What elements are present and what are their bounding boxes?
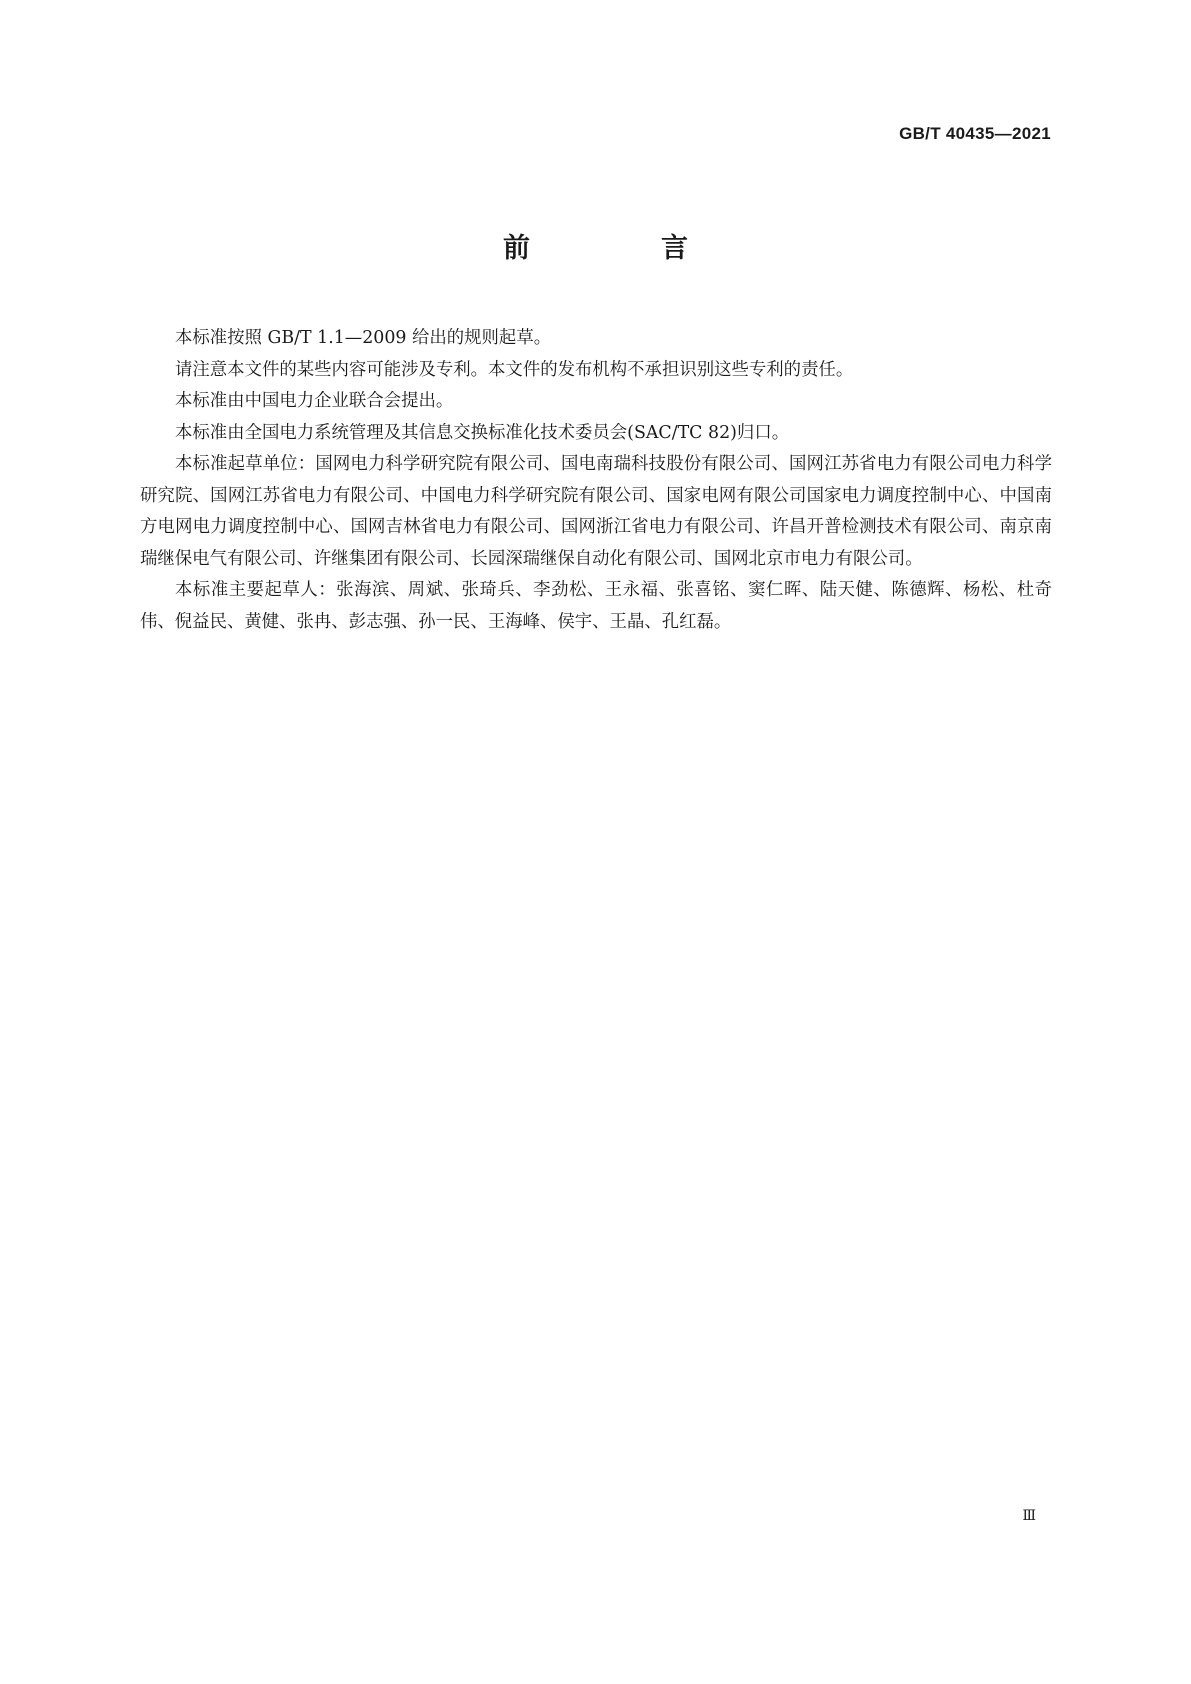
paragraph-drafting-rules: 本标准按照 GB/T 1.1—2009 给出的规则起草。: [175, 328, 552, 348]
paragraph-technical-committee: 本标准由全国电力系统管理及其信息交换标准化技术委员会(SAC/TC 82)归口。: [175, 422, 790, 443]
paragraph-patent-notice: 请注意本文件的某些内容可能涉及专利。本文件的发布机构不承担识别这些专利的责任。: [175, 359, 854, 380]
paragraph-drafting-organizations: 本标准起草单位：国网电力科学研究院有限公司、国电南瑞科技股份有限公司、国网江苏省电力有限公司电力科学研究院、国网江苏省电力有限公司、中国电力科学研究院有限公司、国家电网有限公司国家电力调度控制中心、中国南方电网电力调度控制中心、国网吉林省电力有限公司、国网浙江省电力有限公司、许昌开普检测技术有限公司、南京南瑞继保电气有限公司、许继集团有限公司、长园深瑞继保自动化有限公司、国网北京市电力有限公司。: [140, 454, 1052, 569]
page-number: Ⅲ: [1022, 1509, 1036, 1524]
foreword-body: [140, 323, 1052, 638]
paragraph-drafters: 本标准主要起草人：张海滨、周斌、张琦兵、李劲松、王永福、张喜铭、窦仁晖、陆天健、陈德辉、杨松、杜奇伟、倪益民、黄健、张冉、彭志强、孙一民、王海峰、侯宇、王晶、孔红磊。: [140, 580, 1052, 632]
page-title: 前 言: [503, 233, 740, 264]
standard-code: GB/T 40435—2021: [899, 124, 1051, 143]
paragraph-proposer: 本标准由中国电力企业联合会提出。: [175, 391, 454, 411]
